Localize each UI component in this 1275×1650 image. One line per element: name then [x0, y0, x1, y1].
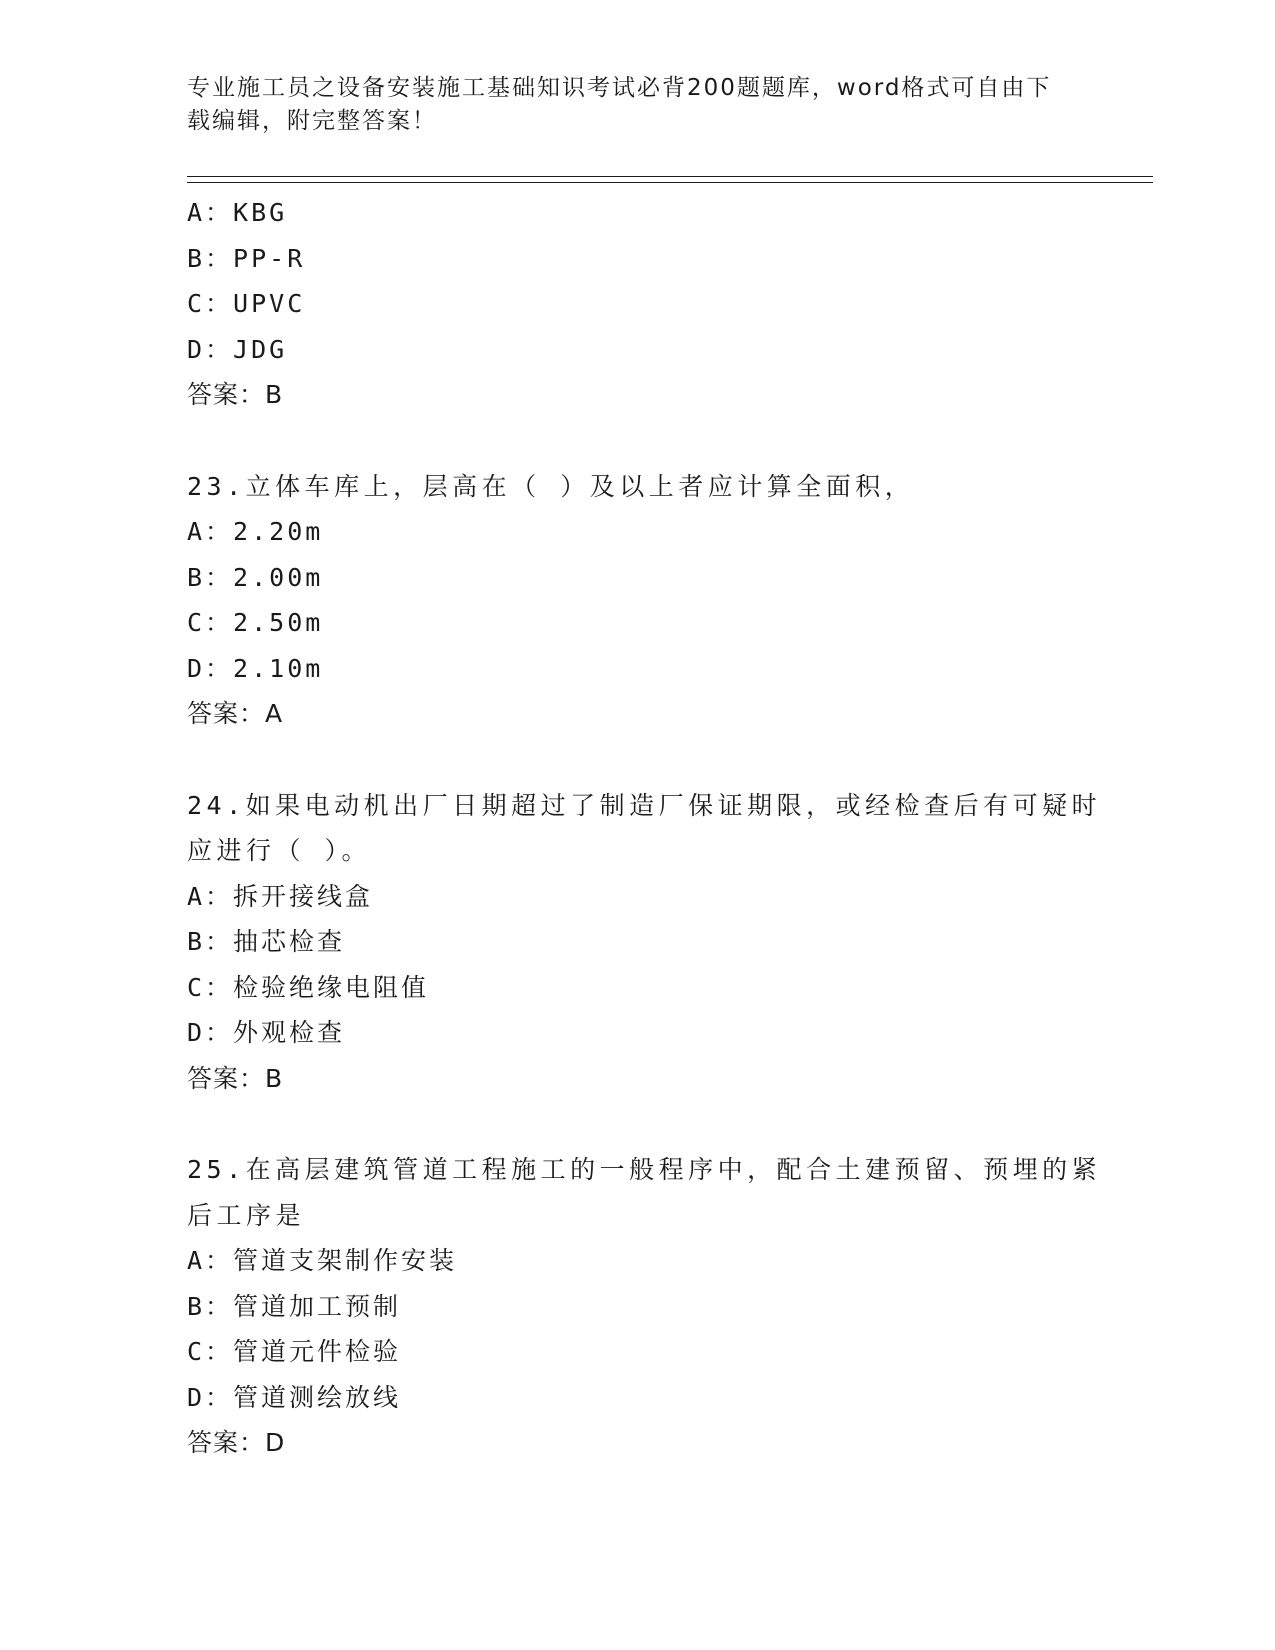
option-c: C：检验绝缘电阻值 [187, 972, 430, 1002]
header-divider-bottom [187, 182, 1153, 183]
option-b: B：2.00m [187, 562, 324, 592]
answer-line: 答案：A [187, 699, 284, 728]
option-b: B：管道加工预制 [187, 1291, 402, 1321]
option-c: C：UPVC [187, 289, 306, 318]
question-25 [187, 1147, 1102, 1466]
answer-line: 答案：D [187, 1428, 286, 1457]
question-23 [187, 464, 1087, 737]
question-list [187, 190, 1102, 1466]
answer-line: 答案：B [187, 1063, 284, 1093]
answer-line: 答案：B [187, 380, 284, 409]
option-a: A：2.20m [187, 517, 324, 546]
option-c: C：2.50m [187, 608, 324, 637]
question-stem-continued: 应进行（ ）。 [187, 836, 372, 865]
question-stem: 24.如果电动机出厂日期超过了制造厂保证期限，或经检查后有可疑时 [187, 790, 1102, 820]
document-header: 专业施工员之设备安装施工基础知识考试必背200题题库，word格式可自由下载编辑，附完整答案！ [187, 75, 1052, 134]
question-stem: 23.立体车库上，层高在（ ）及以上者应计算全面积， [187, 471, 915, 501]
question-24 [187, 783, 1102, 1102]
option-a: A：管道支架制作安装 [187, 1246, 458, 1275]
header-divider-top [187, 176, 1153, 177]
question-22-partial [187, 190, 1087, 418]
option-d: D：外观检查 [187, 1018, 346, 1047]
option-b: B：抽芯检查 [187, 927, 346, 956]
question-stem: 25.在高层建筑管道工程施工的一般程序中，配合土建预留、预埋的紧 [187, 1155, 1102, 1184]
option-a: A：拆开接线盒 [187, 881, 374, 911]
option-d: D：2.10m [187, 653, 324, 683]
option-b: B：PP-R [187, 243, 306, 273]
option-a: A：KBG [187, 198, 288, 227]
question-stem-continued: 后工序是 [187, 1200, 306, 1230]
option-d: D：JDG [187, 334, 288, 364]
option-d: D：管道测绘放线 [187, 1382, 402, 1412]
option-c: C：管道元件检验 [187, 1337, 402, 1366]
